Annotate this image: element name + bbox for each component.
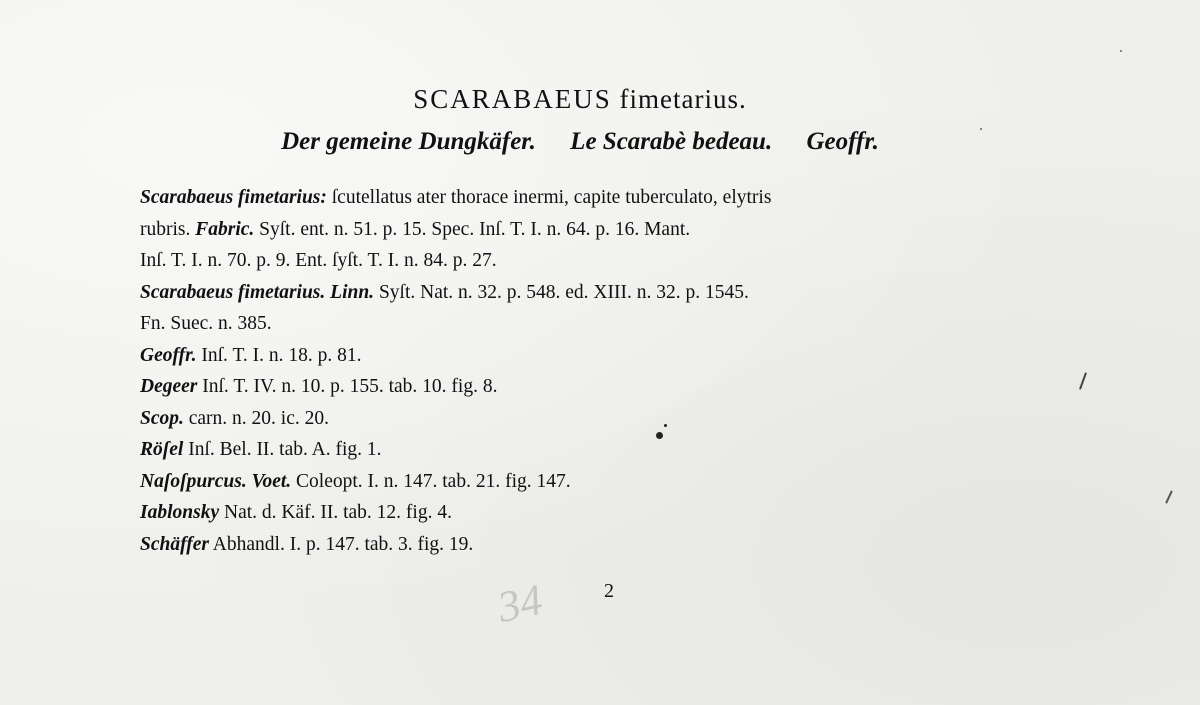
entry-text: ſcutellatus ater thorace inermi, capite tuberculato, elytris bbox=[331, 187, 772, 208]
entry-text: carn. n. 20. ic. 20. bbox=[188, 407, 330, 429]
subtitle-german: Der gemeine Dungkäfer. bbox=[281, 128, 536, 155]
synonymy-entry bbox=[140, 434, 1040, 466]
subtitle-french: Le Scarabè bedeau. bbox=[570, 128, 773, 155]
entry-text: Nat. d. Käf. II. tab. 12. fig. 4. bbox=[223, 502, 452, 523]
synonymy-entry bbox=[140, 182, 1040, 277]
entry-text: Inſ. T. IV. n. 10. p. 155. tab. 10. fig. 8. bbox=[202, 376, 498, 397]
ink-speck bbox=[1165, 490, 1173, 504]
entry-line bbox=[140, 245, 1040, 277]
entry-line bbox=[140, 182, 1040, 214]
entry-text: Coleopt. I. n. 147. tab. 21. fig. 147. bbox=[296, 470, 571, 492]
entry-name: Naſoſpurcus. bbox=[140, 470, 247, 492]
entry-line bbox=[140, 214, 1040, 246]
ink-speck bbox=[656, 432, 663, 439]
entry-text: Inſ. Bel. II. tab. A. fig. 1. bbox=[188, 439, 382, 460]
entry-text: Syſt. Nat. n. 32. p. 548. ed. XIII. n. 32. p. 1545. bbox=[378, 281, 749, 303]
pencil-annotation: 34 bbox=[493, 574, 547, 633]
entry-line bbox=[140, 497, 1040, 529]
entry-text: Syſt. ent. n. 51. p. 15. Spec. Inſ. T. I. n. 64. p. 16. Mant. bbox=[259, 218, 691, 240]
entry-text: Inſ. T. I. n. 70. p. 9. Ent. ſyſt. T. I. n. 84. p. 27. bbox=[140, 250, 497, 271]
entry-line bbox=[140, 371, 1040, 403]
entry-name: Scarabaeus fimetarius: bbox=[140, 187, 327, 208]
synonymy-entry bbox=[140, 466, 1040, 498]
entry-text: Inſ. T. I. n. 18. p. 81. bbox=[201, 344, 362, 366]
synonymy-entry bbox=[140, 403, 1040, 435]
ink-speck bbox=[1120, 50, 1122, 52]
entry-name: Scarabaeus fimetarius. bbox=[140, 281, 326, 303]
entry-name: Scop. bbox=[140, 407, 184, 429]
entry-line bbox=[140, 403, 1040, 435]
entry-line bbox=[140, 466, 1040, 498]
synonymy-entry bbox=[140, 340, 1040, 372]
entry-author: Linn. bbox=[330, 281, 375, 303]
page-title bbox=[0, 84, 1160, 115]
entry-name: Röſel bbox=[140, 439, 184, 460]
entry-author: Voet. bbox=[251, 470, 292, 492]
synonymy-entry bbox=[140, 497, 1040, 529]
entry-line bbox=[140, 340, 1040, 372]
entry-line bbox=[140, 529, 1040, 561]
page-number: 2 bbox=[604, 580, 614, 602]
subtitle-author: Geoffr. bbox=[806, 128, 879, 155]
ink-speck bbox=[664, 424, 667, 427]
entry-text: Abhandl. I. p. 147. tab. 3. fig. 19. bbox=[212, 533, 474, 555]
entry-text: Fn. Suec. n. 385. bbox=[140, 313, 272, 334]
entry-name: Schäffer bbox=[140, 533, 209, 555]
page-subtitle bbox=[0, 128, 1160, 156]
entry-name: Geoffr. bbox=[140, 344, 197, 366]
entry-name: Degeer bbox=[140, 376, 198, 397]
ink-speck bbox=[1079, 372, 1087, 390]
entry-line bbox=[140, 308, 1040, 340]
entry-name: Iablonsky bbox=[140, 502, 220, 523]
synonymy-entry bbox=[140, 277, 1040, 340]
entry-author: Fabric. bbox=[195, 218, 255, 240]
entry-text: rubris. bbox=[140, 218, 191, 240]
synonymy-entry bbox=[140, 529, 1040, 561]
ink-speck bbox=[980, 128, 982, 130]
entry-line bbox=[140, 277, 1040, 309]
synonymy-list bbox=[140, 182, 1040, 560]
entry-line bbox=[140, 434, 1040, 466]
title-genus: SCARABAEUS bbox=[413, 84, 612, 114]
title-species: fimetarius. bbox=[619, 84, 747, 114]
synonymy-entry bbox=[140, 371, 1040, 403]
